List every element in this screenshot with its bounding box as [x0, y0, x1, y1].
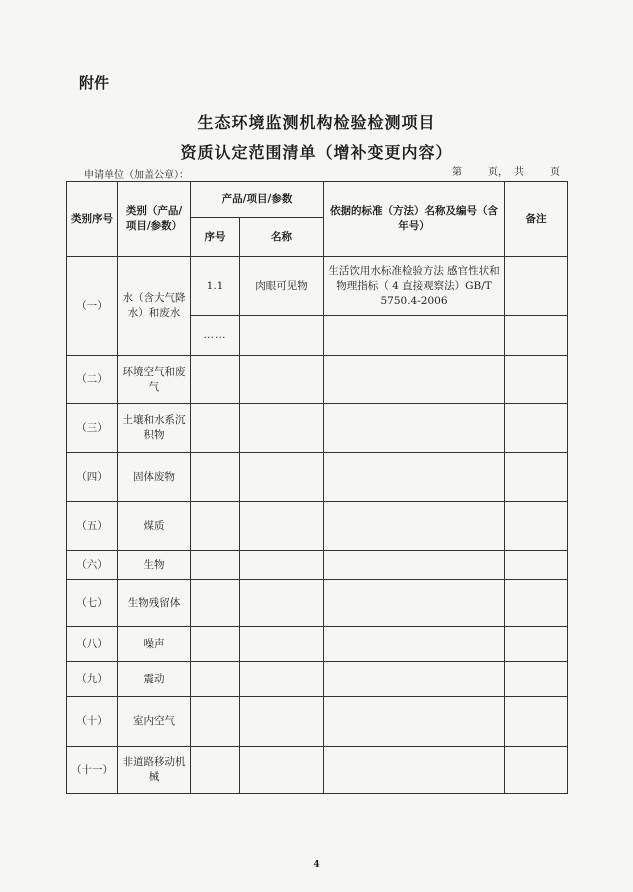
row-category-no: （一）	[67, 257, 118, 356]
header-seq: 序号	[191, 218, 240, 257]
header-standard: 依据的标准（方法）名称及编号（含年号）	[324, 182, 505, 257]
row-category: 固体废物	[118, 453, 191, 502]
row-category-no: （三）	[67, 404, 118, 453]
header-product-group: 产品/项目/参数	[191, 182, 324, 218]
row-category: 水（含大气降水）和废水	[118, 257, 191, 356]
row-category-no: （四）	[67, 453, 118, 502]
item-name	[240, 316, 324, 356]
table-row	[67, 453, 568, 502]
item-name: 肉眼可见物	[240, 257, 324, 316]
row-category-no: （二）	[67, 356, 118, 404]
item-remark	[505, 316, 568, 356]
row-category: 室内空气	[118, 697, 191, 747]
item-seq: ……	[191, 316, 240, 356]
row-category: 噪声	[118, 627, 191, 662]
scope-table	[66, 181, 568, 794]
table-row	[67, 662, 568, 697]
applicant-label: 申请单位（加盖公章）：	[84, 170, 189, 181]
header-name: 名称	[240, 218, 324, 257]
page-info-page-unit: 页，	[488, 167, 508, 178]
row-category-no: （九）	[67, 662, 118, 697]
table-row	[67, 356, 568, 404]
page-info	[452, 163, 560, 178]
attachment-label: 附件	[79, 74, 110, 92]
document-title: 生态环境监测机构检验检测项目	[197, 113, 436, 132]
row-category: 环境空气和废气	[118, 356, 191, 404]
document-subtitle: 资质认定范围清单（增补变更内容）	[180, 143, 453, 162]
row-category: 非道路移动机械	[118, 747, 191, 794]
row-category: 生物残留体	[118, 580, 191, 627]
table-row	[67, 747, 568, 794]
table-row	[67, 551, 568, 580]
table-row	[67, 502, 568, 551]
page-info-total: 共	[514, 167, 524, 178]
table-row	[67, 580, 568, 627]
table-row	[67, 404, 568, 453]
row-category: 煤质	[118, 502, 191, 551]
page-number: 4	[313, 860, 320, 870]
row-category-no: （七）	[67, 580, 118, 627]
table-row	[67, 257, 568, 316]
table-row	[67, 627, 568, 662]
item-standard	[324, 316, 505, 356]
row-category-no: （十一）	[67, 747, 118, 794]
row-category: 震动	[118, 662, 191, 697]
table-row	[67, 697, 568, 747]
row-category-no: （五）	[67, 502, 118, 551]
row-category: 生物	[118, 551, 191, 580]
row-category: 土壤和水系沉积物	[118, 404, 191, 453]
item-seq: 1.1	[191, 257, 240, 316]
item-remark	[505, 257, 568, 316]
row-category-no: （八）	[67, 627, 118, 662]
page-info-page: 第	[452, 167, 462, 178]
row-category-no: （十）	[67, 697, 118, 747]
header-remarks: 备注	[505, 182, 568, 257]
row-category-no: （六）	[67, 551, 118, 580]
item-standard: 生活饮用水标准检验方法 感官性状和物理指标（ 4 直接观察法）GB/T 5750.4-2006	[324, 257, 505, 316]
page-info-total-unit: 页	[550, 167, 560, 178]
header-category-no: 类别序号	[67, 182, 118, 257]
header-category: 类别（产品/项目/参数）	[118, 182, 191, 257]
